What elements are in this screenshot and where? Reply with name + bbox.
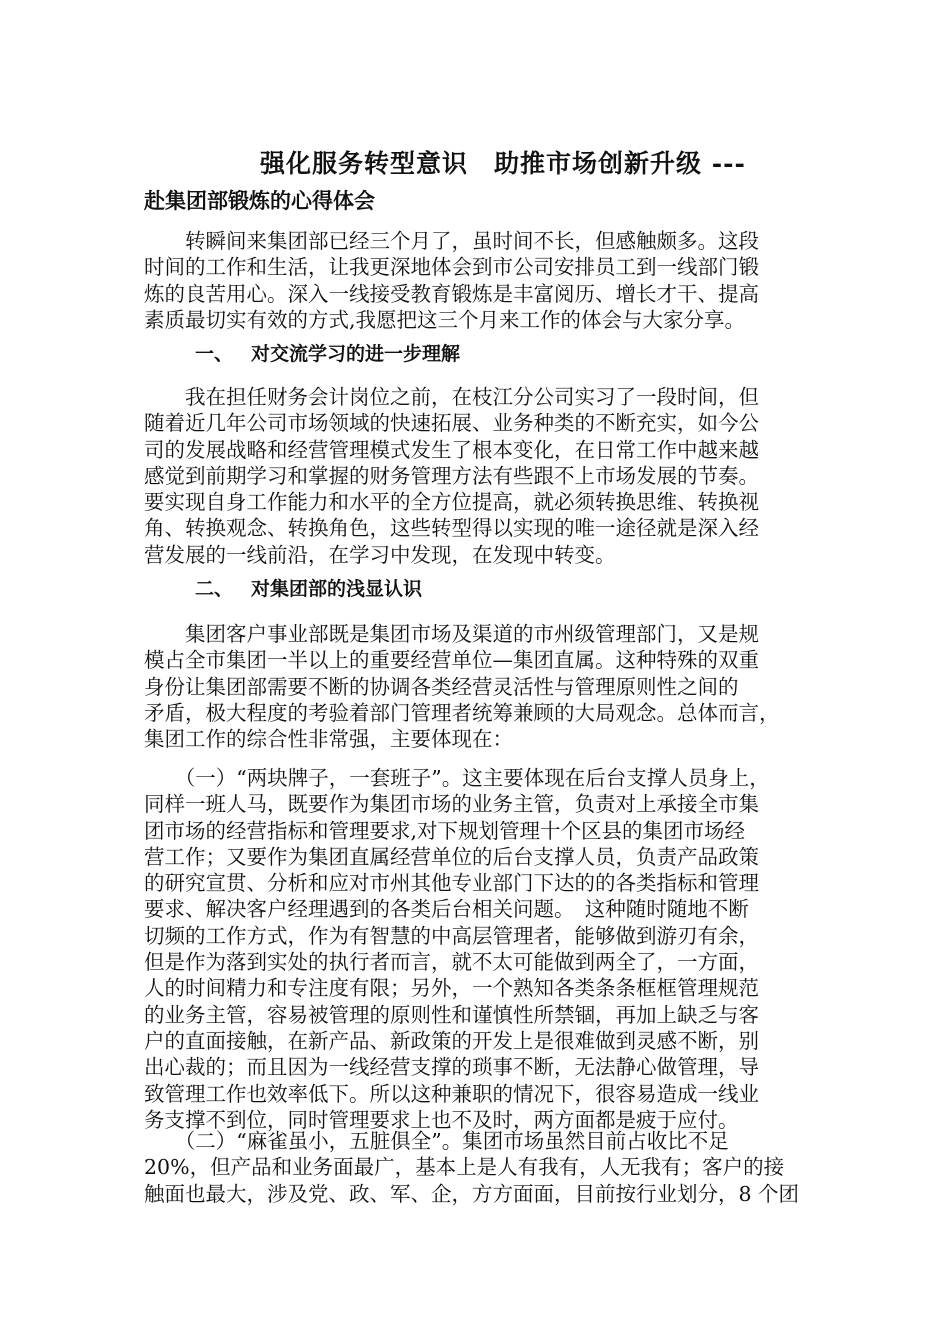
paragraph-line: 感觉到前期学习和掌握的财务管理方法有些跟不上市场发展的节奏。 [144,463,759,488]
paragraph-line: 切频的工作方式，作为有智慧的中高层管理者，能够做到游刃有余， [144,923,759,948]
paragraph-line: 营工作；又要作为集团直属经营单位的后台支撑人员，负责产品政策 [144,844,759,869]
paragraph-line: 矛盾，极大程度的考验着部门管理者统筹兼顾的大局观念。总体而言， [144,700,780,725]
paragraph-line: 时间的工作和生活，让我更深地体会到市公司安排员工到一线部门锻 [144,255,759,280]
paragraph-line: 司的发展战略和经营管理模式发生了根本变化，在日常工作中越来越 [144,437,759,462]
point1-paragraph [144,765,820,1133]
paragraph-line: 转瞬间来集团部已经三个月了，虽时间不长，但感触颇多。这段 [144,229,759,253]
paragraph-line: 团市场的经营指标和管理要求,对下规划管理十个区县的集团市场经 [144,818,746,843]
section-heading-1 [195,340,460,368]
paragraph-line: （一）“两块牌子，一套班子”。这主要体现在后台支撑人员身上， [144,766,770,790]
paragraph-line: 随着近几年公司市场领域的快速拓展、业务种类的不断充实，如今公 [144,411,759,436]
paragraph-line: 营发展的一线前沿，在学习中发现，在发现中转变。 [144,542,616,567]
paragraph-line: 户的直面接触，在新产品、新政策的开发上是很难做到灵感不断，别 [144,1028,759,1053]
paragraph-line: 素质最切实有效的方式,我愿把这三个月来工作的体会与大家分享。 [144,307,746,332]
paragraph-line: 我在担任财务会计岗位之前，在枝江分公司实习了一段时间，但 [144,385,759,409]
paragraph-line: 角、转换观念、转换角色，这些转型得以实现的唯一途径就是深入经 [144,516,759,541]
document-subtitle: 赴集团部锻炼的心得体会 [144,188,375,213]
section-number: 一、 [195,343,234,365]
paragraph-line: （二）“麻雀虽小，五脏俱全”。集团市场虽然目前占收比不足 [144,1129,729,1153]
section-title: 对集团部的浅显认识 [251,578,423,600]
intro-paragraph [144,228,820,333]
paragraph-line: 20%，但产品和业务面最广，基本上是人有我有，人无我有；客户的接 [144,1155,785,1180]
section-number: 二、 [195,578,234,600]
document-title: 强化服务转型意识 助推市场创新升级 --- [260,149,746,178]
paragraph-line: 身份让集团部需要不断的协调各类经营灵活性与管理原则性之间的 [144,674,739,699]
point2-paragraph [144,1128,820,1207]
paragraph-line: 致管理工作也效率低下。所以这种兼职的情况下，很容易造成一线业 [144,1081,759,1106]
paragraph-line: 集团工作的综合性非常强，主要体现在： [144,727,513,752]
paragraph-line: 务支撑不到位，同时管理要求上也不及时，两方面都是疲于应付。 [144,1107,739,1132]
paragraph-line: 但是作为落到实处的执行者而言，就不太可能做到两全了，一方面， [144,950,759,975]
paragraph-line: 触面也最大，涉及党、政、军、企，方方面面，目前按行业划分，8 个团 [144,1181,800,1206]
paragraph-line: 集团客户事业部既是集团市场及渠道的市州级管理部门，又是规 [144,622,759,646]
paragraph-line: 要求、解决客户经理遇到的各类后台相关问题。 这种随时随地不断 [144,897,749,922]
section1-paragraph [144,384,820,568]
section-heading-2 [195,575,422,603]
section2-intro-paragraph [144,621,820,752]
paragraph-line: 人的时间精力和专注度有限；另外，一个熟知各类条条框框管理规范 [144,976,759,1001]
paragraph-line: 的业务主管，容易被管理的原则性和谨慎性所禁锢，再加上缺乏与客 [144,1002,759,1027]
paragraph-line: 模占全市集团一半以上的重要经营单位—集团直属。这种特殊的双重 [144,648,759,673]
paragraph-line: 炼的良苦用心。深入一线接受教育锻炼是丰富阅历、增长才干、提高 [144,281,759,306]
paragraph-line: 的研究宣贯、分析和应对市州其他专业部门下达的的各类指标和管理 [144,871,759,896]
paragraph-line: 同样一班人马，既要作为集团市场的业务主管，负责对上承接全市集 [144,792,759,817]
section-title: 对交流学习的进一步理解 [251,343,461,365]
paragraph-line: 要实现自身工作能力和水平的全方位提高，就必须转换思维、转换视 [144,490,759,515]
paragraph-line: 出心裁的；而且因为一线经营支撑的琐事不断，无法静心做管理，导 [144,1055,759,1080]
